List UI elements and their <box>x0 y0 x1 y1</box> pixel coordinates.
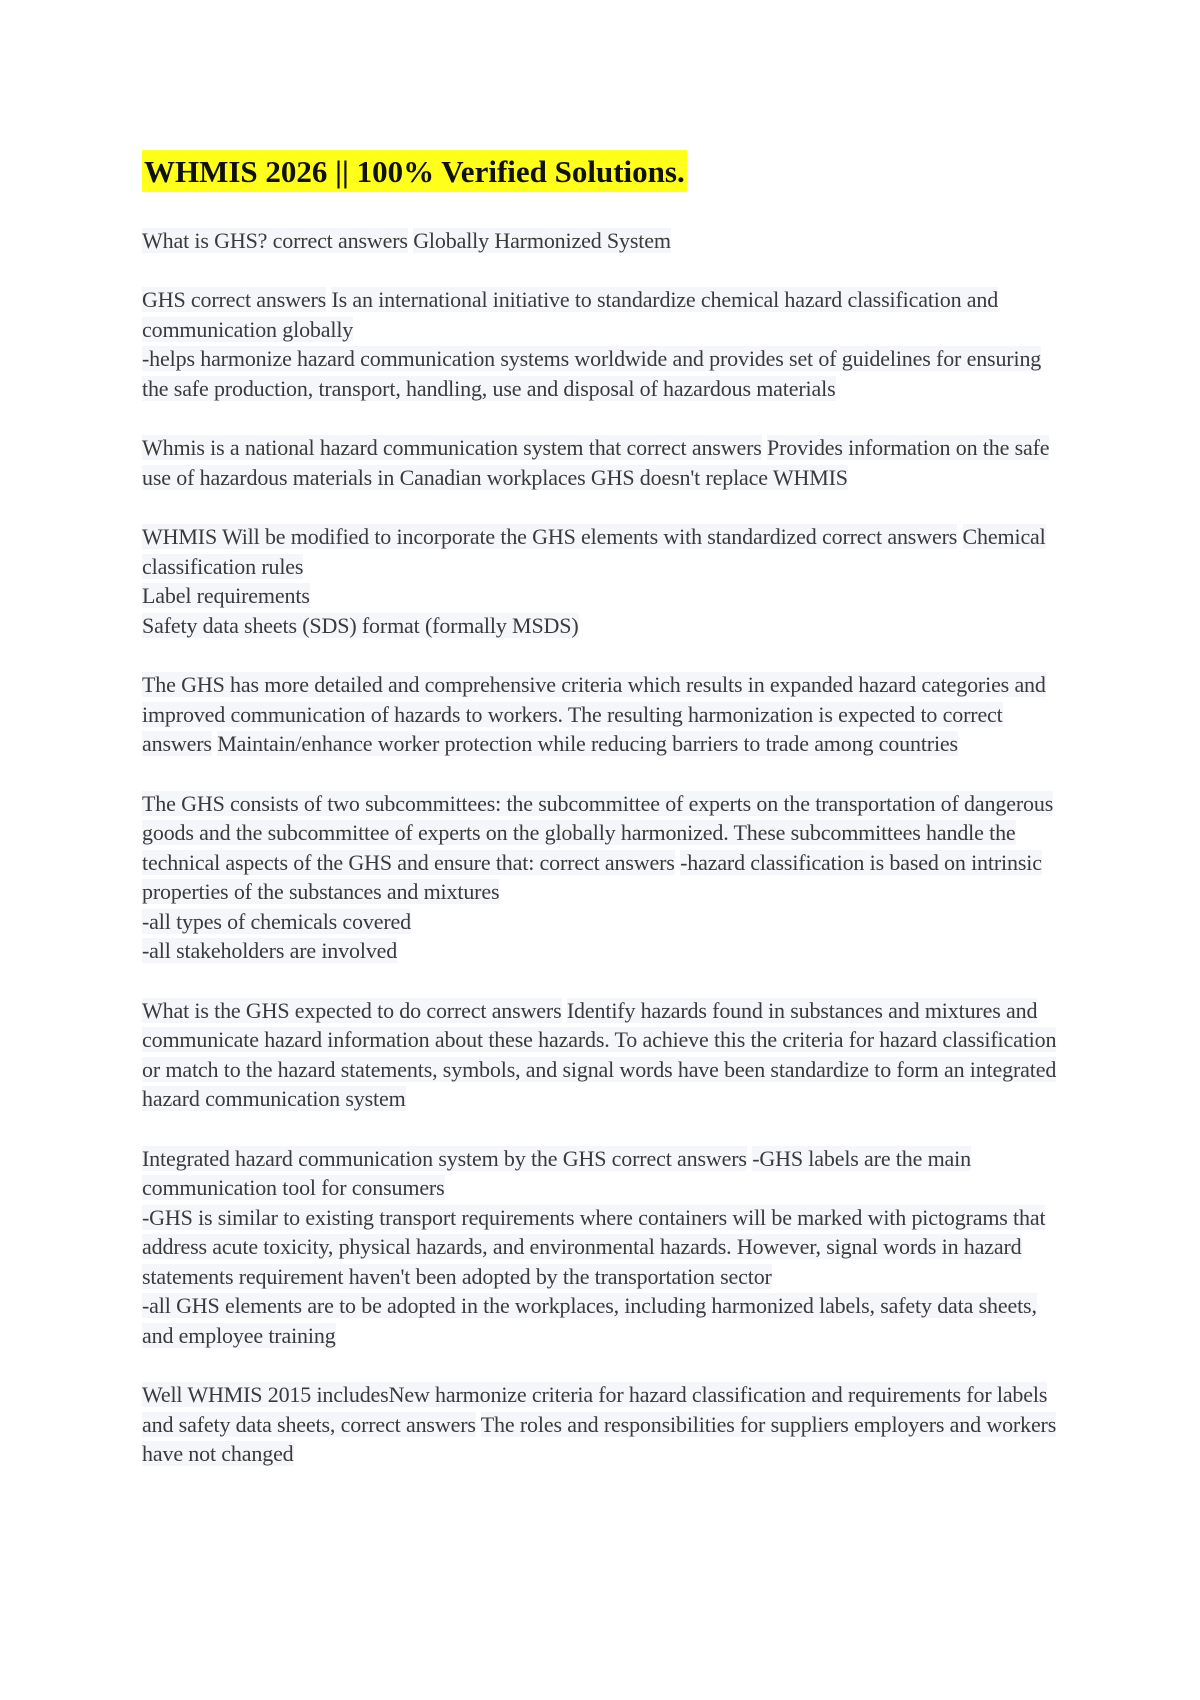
answer-text: Maintain/enhance worker protection while reducing barriers to trade among countries <box>217 731 958 757</box>
question-text: The GHS has more detailed and comprehensive criteria which results in expanded hazard categories and improved communication of hazards to workers. The resulting harmonization is expected to correct answers <box>142 672 1046 757</box>
answer-text: Globally Harmonized System <box>413 227 671 253</box>
qa-item-7 <box>142 996 1062 1114</box>
qa-item-1 <box>142 226 1062 256</box>
answer-text: Provides information on the safe use of hazardous materials in Canadian workplaces GHS doesn't replace WHMIS <box>142 435 1050 490</box>
question-text: Whmis is a national hazard communication system that correct answers <box>142 435 762 461</box>
question-text: Integrated hazard communication system by the GHS correct answers <box>142 1145 747 1171</box>
qa-item-6 <box>142 789 1062 966</box>
qa-item-4 <box>142 522 1062 640</box>
question-text: What is the GHS expected to do correct answers <box>142 997 562 1023</box>
document-title: WHMIS 2026 || 100% Verified Solutions. <box>142 150 687 192</box>
qa-item-5 <box>142 670 1062 759</box>
qa-item-3 <box>142 433 1062 492</box>
question-text: Well WHMIS 2015 includesNew harmonize criteria for hazard classification and requirements for labels and safety data sheets, correct answers <box>142 1382 1048 1437</box>
answer-text: Is an international initiative to standardize chemical hazard classification and communication globally -helps harmonize hazard communication systems worldwide and provides set of guidelines for ensuring the safe production, transport, handling, use and disposal of hazardous materials <box>142 287 1042 401</box>
answer-text: Chemical classification rules Label requirements Safety data sheets (SDS) format (formally MSDS) <box>142 524 1046 638</box>
question-text: GHS correct answers <box>142 287 327 313</box>
question-text: WHMIS Will be modified to incorporate the GHS elements with standardized correct answers <box>142 524 958 550</box>
answer-text: -hazard classification is based on intrinsic properties of the substances and mixtures -all types of chemicals covered -all stakeholders are involved <box>142 849 1042 964</box>
question-text: The GHS consists of two subcommittees: the subcommittee of experts on the transportation of dangerous goods and the subcommittee of experts on the globally harmonized. These subcommittees handle the technical aspects of the GHS and ensure that: correct answers <box>142 790 1054 875</box>
qa-item-2 <box>142 285 1062 403</box>
qa-item-9 <box>142 1380 1062 1469</box>
question-text: What is GHS? correct answers <box>142 227 408 253</box>
answer-text: Identify hazards found in substances and mixtures and communicate hazard information about these hazards. To achieve this the criteria for hazard classification or match to the hazard statements, symbols, and signal words have been standardize to form an integrated hazard communication system <box>142 997 1057 1112</box>
answer-text: The roles and responsibilities for suppliers employers and workers have not changed <box>142 1411 1057 1467</box>
answer-text: -GHS labels are the main communication tool for consumers -GHS is similar to existing transport requirements where containers will be marked with pictograms that address acute toxicity, physical hazards, and environmental hazards. However, signal words in hazard statements requirement haven't been adopted by the transportation sector -all GHS elements are to be adopted in the workplaces, including harmonized labels, safety data sheets, and employee training <box>142 1145 1046 1348</box>
qa-item-8 <box>142 1144 1062 1351</box>
document-content <box>142 150 1062 1499</box>
